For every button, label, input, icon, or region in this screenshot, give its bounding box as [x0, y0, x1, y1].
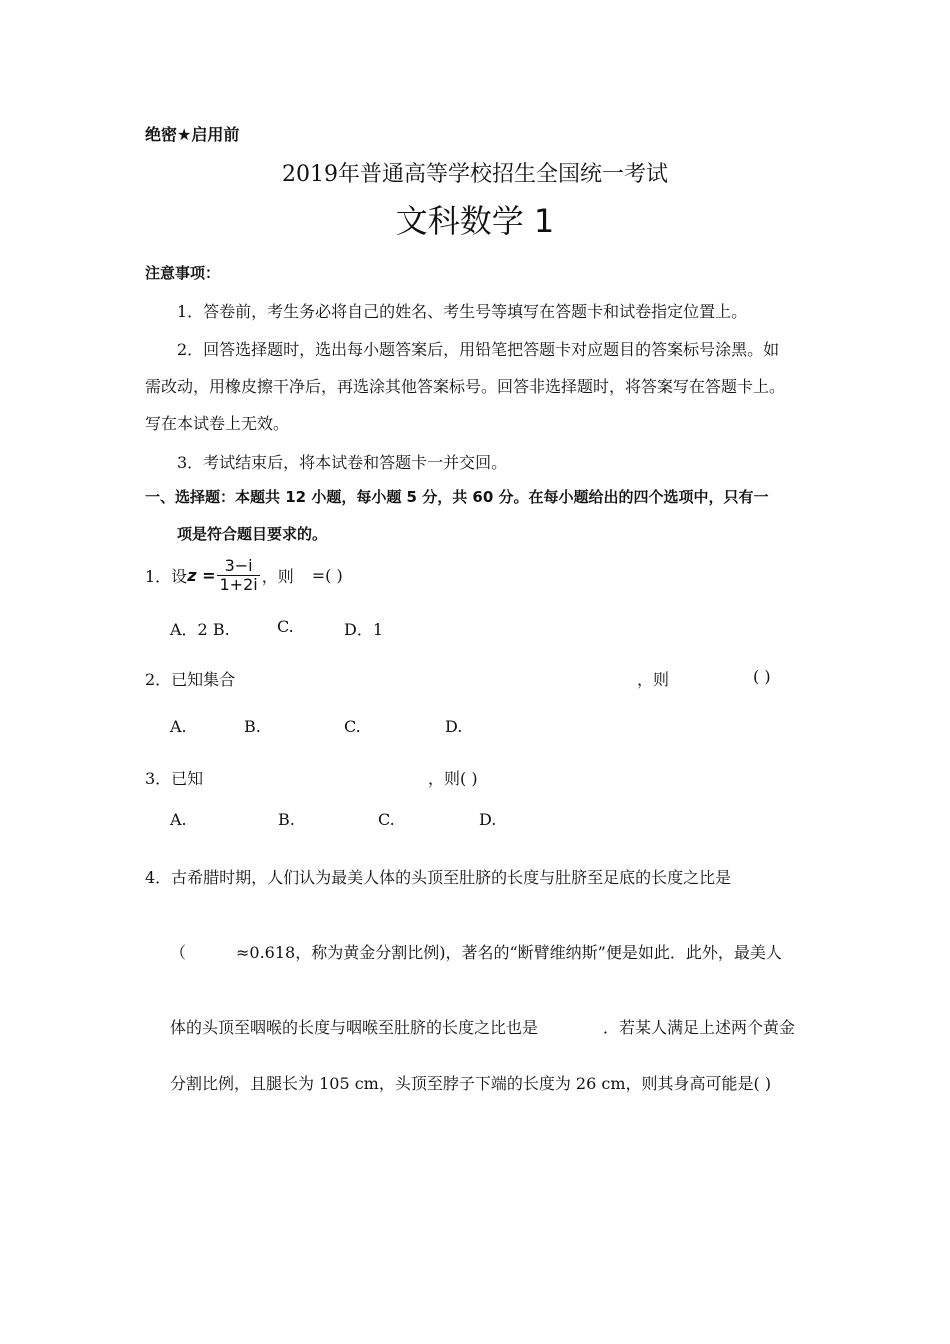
question-4-line-2: ≈0.618，称为黄金分割比例)，著名的“断臂维纳斯”便是如此．此外，最美人: [236, 943, 782, 962]
question-2-option-a: A.: [170, 717, 187, 736]
notice-item-2-line-2: 需改动，用橡皮擦干净后，再选涂其他答案标号。回答非选择题时，将答案写在答题卡上。: [145, 377, 786, 396]
question-1-option-c: C.: [277, 617, 294, 636]
question-1: [145, 553, 343, 597]
question-1-numerator: 3−i: [224, 555, 253, 575]
question-2-option-c: C.: [344, 717, 361, 736]
question-2-mid: ，则: [637, 670, 670, 689]
question-3-mid: ，则( ): [428, 769, 478, 788]
section-1-instructions-line-2: 项是符合题目要求的。: [177, 525, 328, 543]
subject-title: 文科数学 1: [395, 202, 555, 240]
question-4-line-2-open: （: [170, 943, 187, 962]
question-1-suffix: ，则: [261, 566, 294, 586]
notice-item-2-line-3: 写在本试卷上无效。: [145, 414, 290, 433]
notice-item-1: 1．答卷前，考生务必将自己的姓名、考生号等填写在答题卡和试卷指定位置上。: [177, 302, 748, 321]
question-4-line-4: 分割比例，且腿长为 105 cm，头顶至脖子下端的长度为 26 cm，则其身高可能是( ): [170, 1074, 772, 1093]
question-1-variable: z =: [187, 565, 216, 585]
notice-item-3: 3．考试结束后，将本试卷和答题卡一并交回。: [177, 453, 508, 472]
question-1-option-a: A．2 B.: [170, 620, 230, 639]
question-4-line-3-right: ．若某人满足上述两个黄金: [603, 1018, 796, 1037]
question-3-prefix: 3．已知: [145, 769, 204, 788]
question-3-option-b: B.: [278, 810, 295, 829]
secret-label: 绝密★启用前: [145, 125, 240, 144]
question-1-prefix: 1．设: [145, 566, 188, 586]
notice-heading: 注意事项：: [145, 264, 221, 282]
question-2-option-d: D.: [445, 717, 463, 736]
question-1-option-d: D．1: [344, 620, 384, 639]
exam-title: 2019年普通高等学校招生全国统一考试: [282, 162, 668, 187]
question-4-line-1: 4．古希腊时期，人们认为最美人体的头顶至肚脐的长度与肚脐至足底的长度之比是: [145, 868, 732, 887]
question-1-tail: =( ): [311, 565, 343, 585]
question-1-denominator: 1+2i: [219, 574, 258, 594]
question-1-fraction: [217, 557, 259, 594]
question-2-option-b: B.: [244, 717, 261, 736]
notice-item-2-line-1: 2．回答选择题时，选出每小题答案后，用铅笔把答题卡对应题目的答案标号涂黑。如: [177, 340, 780, 359]
question-2-tail: ( ): [753, 667, 771, 686]
question-4-line-3-left: 体的头顶至咽喉的长度与咽喉至肚脐的长度之比也是: [170, 1018, 539, 1037]
question-2-prefix: 2．已知集合: [145, 670, 236, 689]
question-3-option-a: A.: [170, 810, 187, 829]
question-3-option-d: D.: [479, 810, 497, 829]
section-1-instructions-line-1: 一、选择题：本题共 12 小题，每小题 5 分，共 60 分。在每小题给出的四个选项中，只有一: [145, 488, 769, 506]
question-3-option-c: C.: [378, 810, 395, 829]
